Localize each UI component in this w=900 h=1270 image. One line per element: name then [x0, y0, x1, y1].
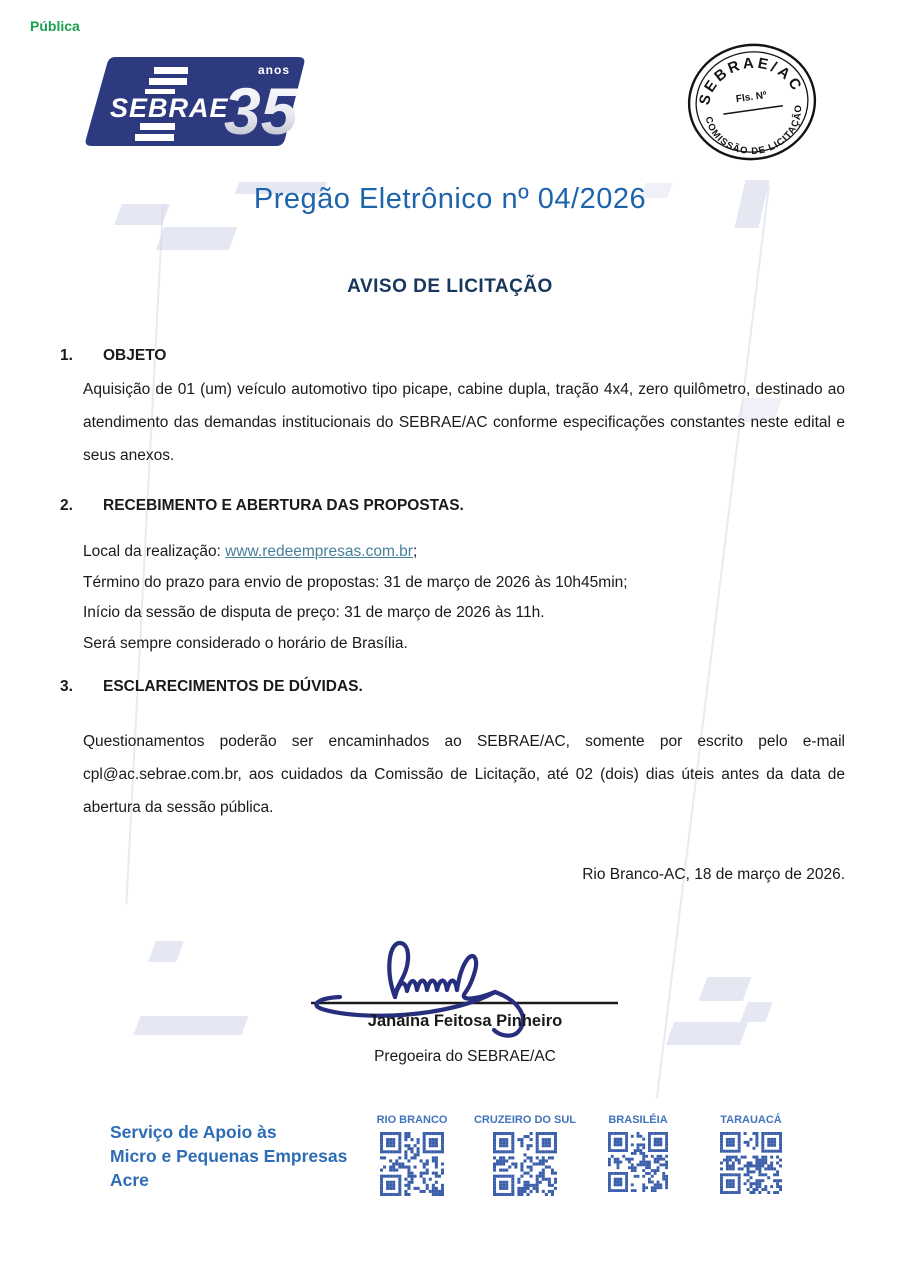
- signature-stroke: [395, 981, 457, 997]
- realization-prefix: Local da realização:: [83, 543, 226, 560]
- section-heading-label: RECEBIMENTO E ABERTURA DAS PROPOSTAS.: [103, 497, 464, 514]
- deadline-line: Término do prazo para envio de propostas: 31 de março de 2026 às 10h45min;: [83, 573, 628, 591]
- dateline: Rio Branco-AC, 18 de março de 2026.: [582, 866, 845, 883]
- classification-label: Pública: [30, 18, 80, 34]
- logo-stair-bar: [135, 134, 174, 141]
- footer-org-line: Micro e Pequenas Empresas: [110, 1146, 348, 1166]
- realization-line: [83, 537, 845, 568]
- watermark-shape: [148, 941, 184, 962]
- qr-label: BRASILÉIA: [608, 1114, 668, 1126]
- section-number: 3.: [60, 678, 73, 695]
- watermark-shape: [740, 1002, 772, 1022]
- section-1-heading: [60, 347, 166, 365]
- qr-label: CRUZEIRO DO SUL: [473, 1114, 577, 1126]
- watermark-shape: [699, 977, 752, 1001]
- svg-text:COMISSÃO DE LICITAÇÃO: [702, 103, 810, 164]
- qr-label: RIO BRANCO: [376, 1114, 448, 1126]
- qr-label: TARAUACÁ: [720, 1114, 782, 1126]
- page-title: Pregão Eletrônico nº 04/2026: [253, 183, 647, 215]
- section-3-body: Questionamentos poderão ser encaminhados ao SEBRAE/AC, somente por escrito pelo e-mail cpl@ac.sebrae.com.br, aos cuidados da Comissão de Licitação, até 02 (dois) dias úteis antes da data de abertura da sessão pública.: [83, 733, 845, 816]
- signature-stroke: [457, 956, 495, 999]
- section-number: 1.: [60, 347, 73, 364]
- section-2-lines: [83, 537, 845, 659]
- redeempresas-link[interactable]: www.redeempresas.com.br: [225, 543, 413, 560]
- qr-cell-brasileia: [605, 1114, 671, 1196]
- stamp-org-text: SEBRAE/AC: [695, 54, 807, 107]
- qr-cell-cruzeiro-do-sul: [473, 1114, 577, 1196]
- signatory-name: Janaina Feitosa Pinheiro: [367, 1012, 563, 1030]
- stamp-fls-line: [723, 106, 782, 114]
- timezone-line: Será sempre considerado o horário de Brasília.: [83, 634, 408, 652]
- qr-cell-tarauaca: [718, 1114, 784, 1196]
- signatory-role: Pregoeira do SEBRAE/AC: [374, 1048, 556, 1065]
- logo-brand-text: SEBRAE: [110, 93, 229, 123]
- logo-stair-bar: [149, 78, 187, 85]
- section-1-body: Aquisição de 01 (um) veículo automotivo tipo picape, cabine dupla, tração 4x4, zero quilômetro, destinado ao atendimento das demandas institucionais do SEBRAE/AC conforme especificações constantes neste edital e seus anexos.: [83, 381, 845, 464]
- footer-org-line: Serviço de Apoio às: [110, 1122, 277, 1142]
- watermark-shape: [134, 1016, 249, 1035]
- section-number: 2.: [60, 497, 73, 514]
- watermark-shape: [156, 227, 237, 250]
- qr-code-cruzeiro-do-sul: [493, 1132, 557, 1196]
- stamp-fls-label: Fls. Nº: [735, 89, 768, 106]
- realization-suffix: ;: [412, 543, 418, 560]
- qr-code-rio-branco: [380, 1132, 444, 1196]
- section-2-heading: [60, 497, 464, 515]
- page-subtitle: AVISO DE LICITAÇÃO: [347, 276, 553, 297]
- qr-cell-rio-branco: [376, 1114, 448, 1196]
- logo-anniversary-word: anos: [258, 63, 291, 77]
- footer-org-line: Acre: [110, 1170, 149, 1190]
- signature-stroke: [389, 943, 408, 997]
- section-heading-label: ESCLARECIMENTOS DE DÚVIDAS.: [103, 678, 363, 695]
- logo-stair-bar: [140, 123, 175, 130]
- watermark-shape: [666, 1022, 748, 1045]
- logo-anniversary-number: 35: [224, 74, 298, 148]
- logo-stair-bar: [154, 67, 188, 74]
- licitacao-stamp: [684, 40, 820, 166]
- qr-code-tarauaca: [720, 1132, 782, 1194]
- qr-code-row: [376, 1114, 784, 1196]
- section-3-heading: [60, 678, 363, 696]
- section-heading-label: OBJETO: [103, 347, 167, 364]
- sebrae-logo: [82, 54, 308, 150]
- session-start-line: Início da sessão de disputa de preço: 31 de março de 2026 às 11h.: [83, 604, 545, 621]
- footer-organization: [110, 1120, 347, 1192]
- qr-code-brasileia: [608, 1132, 668, 1192]
- stamp-bottom-text: COMISSÃO DE LICITAÇÃO: [702, 104, 805, 158]
